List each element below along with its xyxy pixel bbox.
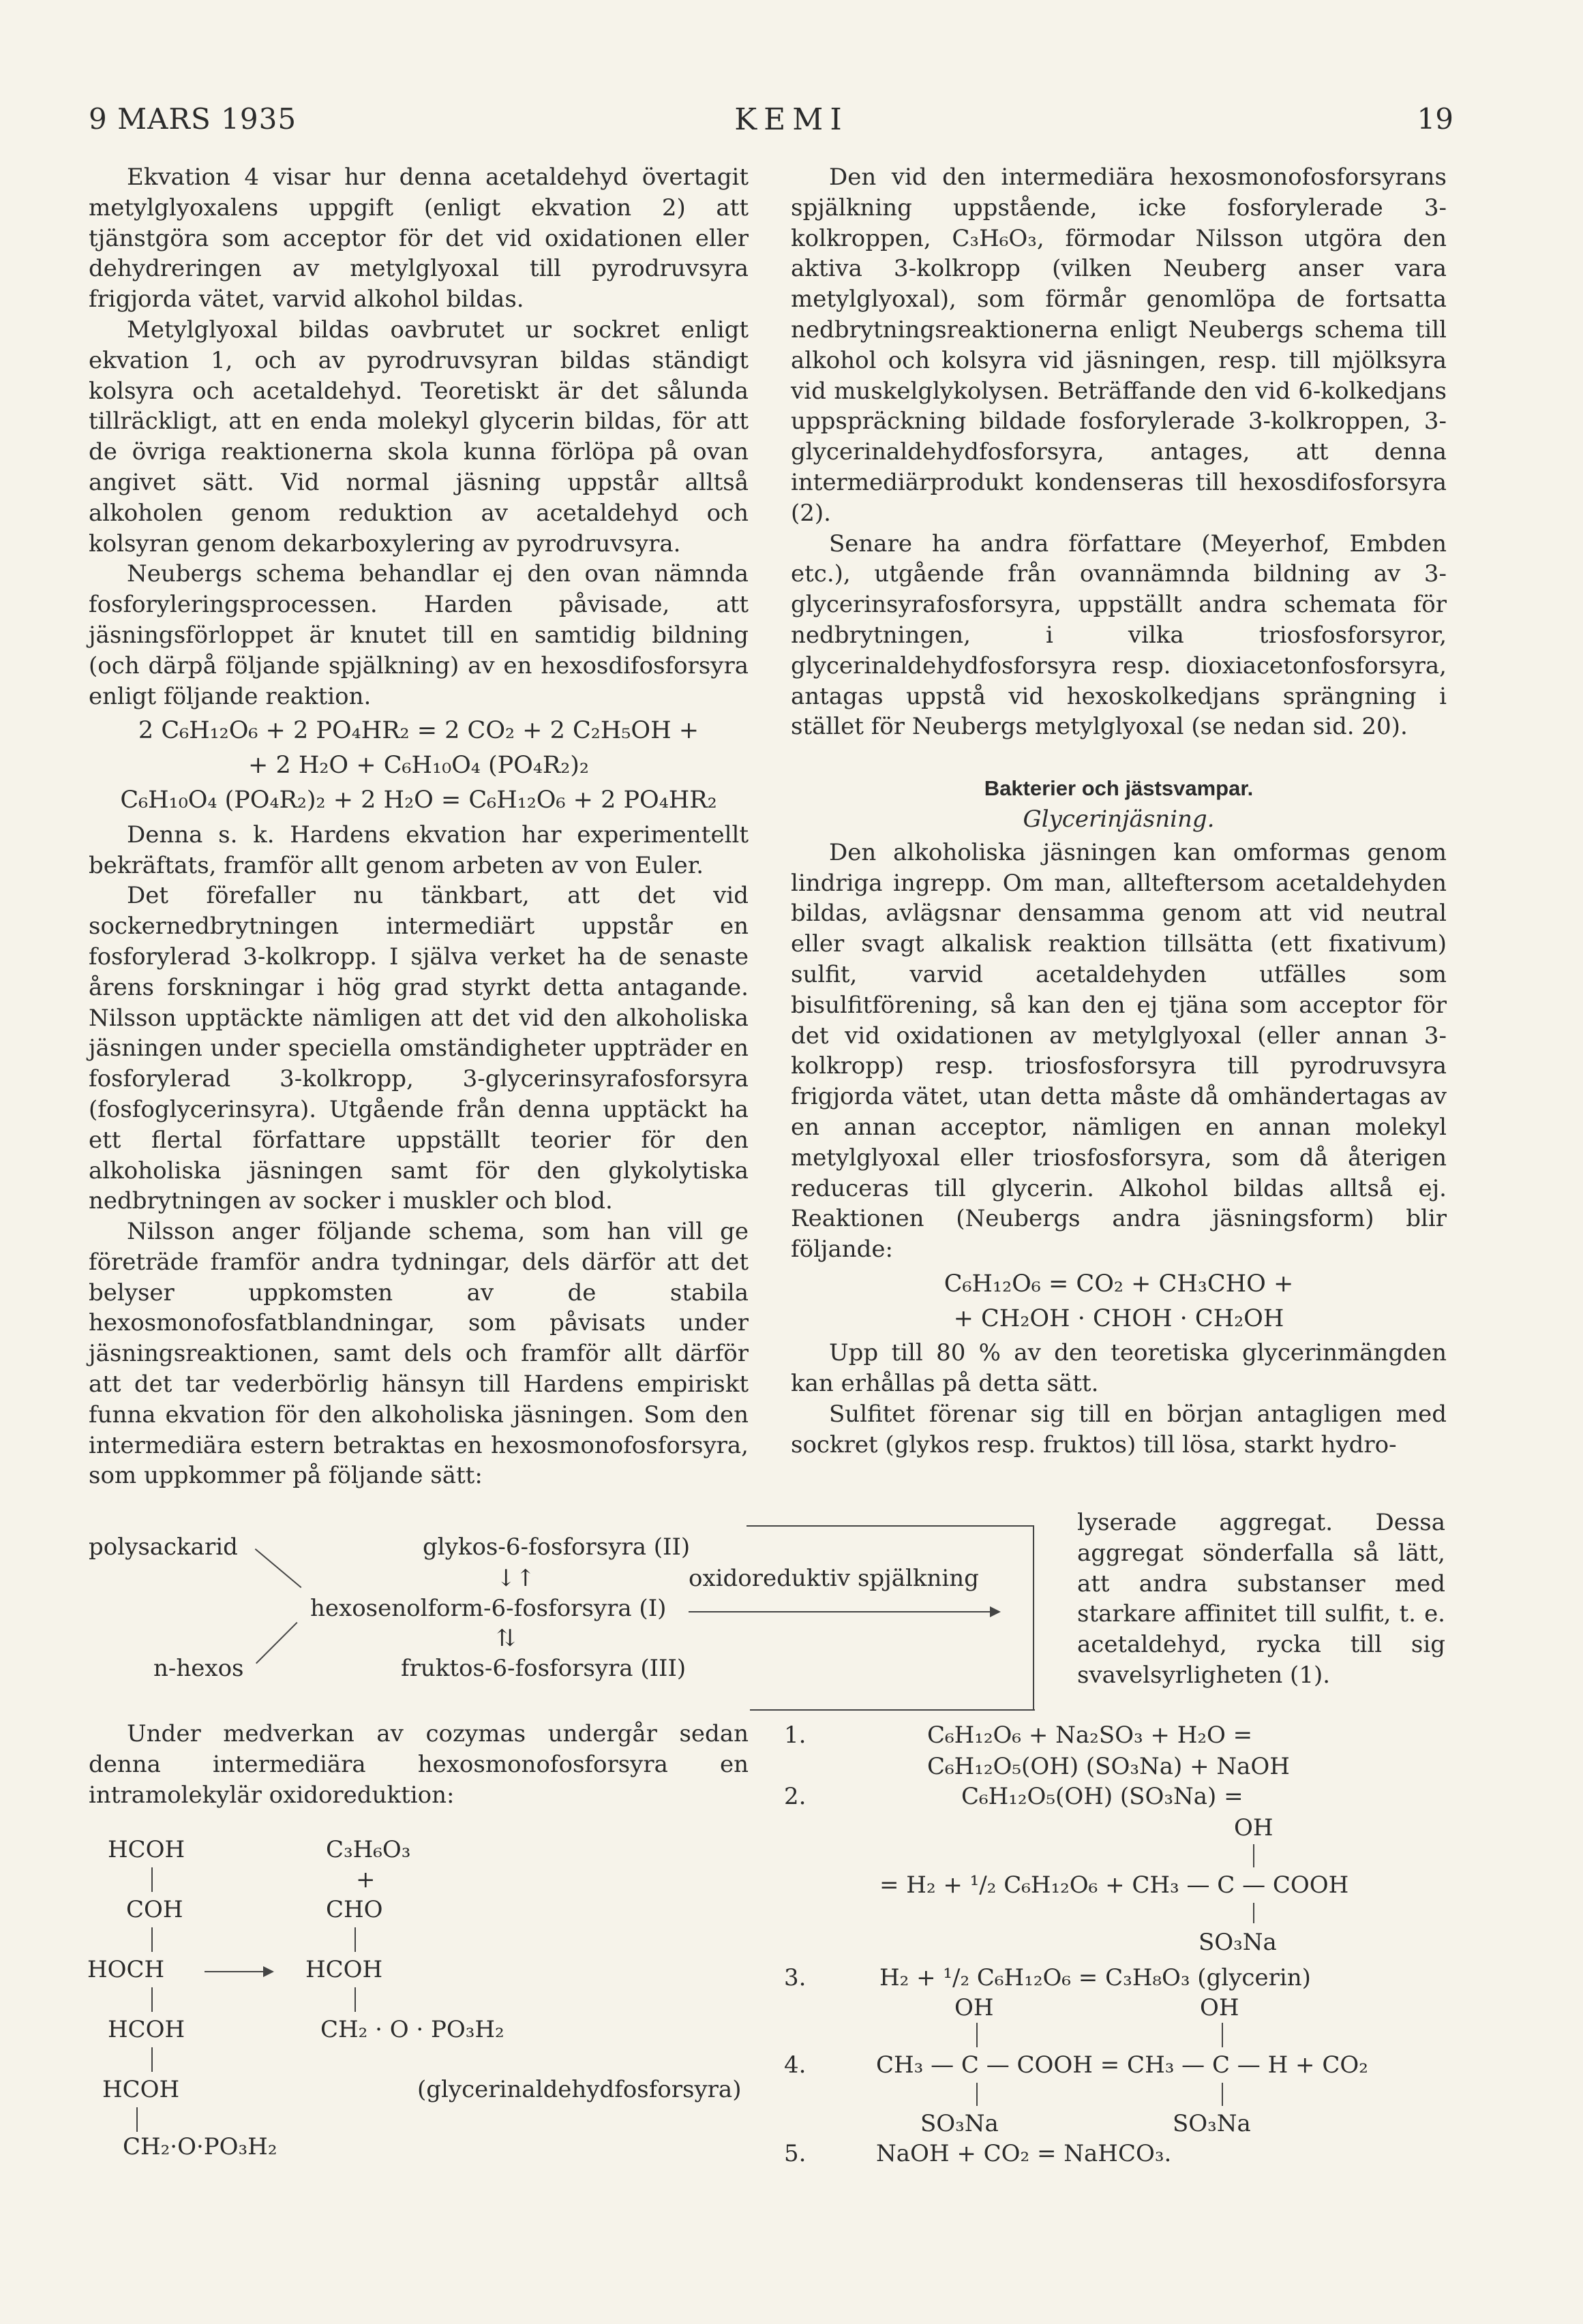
bond-2 [151,1927,153,1952]
reaction-4-so3na-2: SO₃Na [1173,2110,1251,2137]
arrow-polysackarid-to-hexosenol [255,1548,302,1588]
left-paragraph-2: Metylglyoxal bildas oavbrutet ur sockret enligt ekvation 1, och av pyrodruvsyran bildas ständigt kolsyra och acetaldehyd. Teoretiskt är det sålunda tillräckligt, att en enda molekyl glycerin bildas, för att de övriga reaktionerna skola kunna förlöpa på ovan angivet sätt. Vid normal jäsning uppstår alltså alkoholen genom reduktion av acetaldehyd och kolsyran genom dekarboxylering av pyrodruvsyra. [89,316,749,557]
reaction-2-line-1: C₆H₁₂O₅(OH) (SO₃Na) = [961,1783,1243,1810]
left-paragraph-5: Det förefaller nu tänkbart, att det vid sockernedbrytningen intermediärt uppstår en fosforylerad 3-kolkropp. I själva verket ha de senaste årens forskningar i hög grad styrkt detta antagande. Nilsson upptäckte nämligen att det vid den alkoholiska jäsningen under speciella omständigheter uppträder en fosforylerad 3-kolkropp, 3-glycerinsyrafosforsyra (fosfoglycerinsyra). Utgående från denna upptäckt ha ett flertal författare uppställt teorier för den alkoholiska jäsningen samt för den glykolytiska nedbrytningen av socker i muskler och blod. [89,882,749,1215]
bond-r4-down-1 [976,2083,978,2106]
scheme-polysackarid: polysackarid [89,1533,238,1561]
arrow-to-spjalkning [689,1611,992,1612]
struct-r-name: (glycerinaldehydfosforsyra) [417,2076,742,2103]
right-narrow-text [1077,1508,1445,1691]
arrow-nhexos-to-hexosenol [256,1622,298,1664]
struct-r4: CH₂ · O · PO₃H₂ [320,2016,504,2043]
scheme-fruktos: fruktos-6-fosforsyra (III) [401,1655,687,1682]
right-paragraph-3: Den alkoholiska jäsningen kan omformas genom lindriga ingrepp. Om man, allteftersom acetaldehyden bildas, avlägsnar densamma genom att vid neutral eller svagt alkalisk reaktion tillsätta (ett fixativum) sulfit, varvid acetaldehyden utfälles som bisulfitförening, så kan den ej tjäna som acceptor för det vid oxidationen av metylglyoxal (eller annan 3-kolkropp) resp. triosfosforsyra till pyrodruvsyra frigjorda vätet, utan detta måste då omhändertagas av en annan acceptor, nämligen en annan molekyl metylglyoxal eller triosfosforsyra, som då återigen reduceras till glycerin. Alkohol bildas alltså ej. Reaktionen (Neubergs andra jäsningsform) blir följande: [791,838,1447,1264]
section-heading: Bakterier och jästsvampar. [984,776,1254,801]
bond-r1 [355,1927,356,1952]
left-paragraph-7: Under medverkan av cozymas undergår sedan denna intermediära hexosmonofosforsyra en intramolekylär oxidoreduktion: [89,1720,749,1809]
reaction-1-line-2: C₆H₁₂O₅(OH) (SO₃Na) + NaOH [927,1753,1290,1780]
reaction-2-oh: OH [1234,1814,1273,1841]
right-column [791,162,1447,1461]
harden-equation-line-1: 2 C₆H₁₂O₆ + 2 PO₄HR₂ = 2 CO₂ + 2 C₂H₅OH + [138,717,699,745]
scheme-hexosenol: hexosenolform-6-fosforsyra (I) [310,1595,667,1622]
struct-l2: COH [126,1896,183,1923]
struct-l3: HOCH [87,1956,165,1983]
struct-r3: HCOH [305,1956,383,1983]
struct-l6: CH₂·O·PO₃H₂ [123,2133,277,2160]
right-paragraph-1: Den vid den intermediära hexosmonofosforsyrans spjälkning uppstående, icke fosforylerade 3-kolkroppen, C₃H₆O₃, förmodar Nilsson utgöra den aktiva 3-kolkropp (vilken Neuberg anser vara metylglyoxal), som förmår genomlöpa de fortsatta nedbrytningsreaktionerna enligt Neubergs schema till alkohol och kolsyra vid jäsningen, resp. till mjölksyra vid muskelglykolysen. Beträffande den vid 6-kolkedjans uppspräckning bildade fosforylerade 3-kolkroppen, 3-glycerinaldehydfosforsyra, antages, att denna intermediärprodukt kondenseras till hexosdifosforsyra (2). [791,164,1447,527]
glycerin-equation-line-2: + CH₂OH · CHOH · CH₂OH [953,1304,1284,1332]
glycerin-equation-line-1: C₆H₁₂O₆ = CO₂ + CH₃CHO + [944,1270,1294,1298]
scheme-glykos: glykos-6-fosforsyra (II) [423,1533,691,1561]
harden-equation-2: C₆H₁₀O₄ (PO₄R₂)₂ + 2 H₂O = C₆H₁₂O₆ + 2 PO₄HR₂ [120,786,717,814]
bond-4 [151,2047,153,2072]
struct-r2: CHO [326,1896,383,1923]
reaction-number-3: 3. [784,1964,806,1991]
harden-equation-line-2: + 2 H₂O + C₆H₁₀O₄ (PO₄R₂)₂ [248,752,589,780]
reaction-3: H₂ + ¹/₂ C₆H₁₂O₆ = C₃H₈O₃ (glycerin) [879,1964,1311,1991]
section-subheading: Glycerinjäsning. [1023,805,1215,833]
bond-r2 [355,1987,356,2012]
scheme-double-arrows: ⇅ [496,1625,516,1652]
left-paragraph-4: Denna s. k. Hardens ekvation har experimentellt bekräftats, framför allt genom arbeten av von Euler. [89,821,749,879]
struct-r1: C₃H₆O₃ [326,1836,411,1863]
struct-r-plus: + [356,1866,376,1893]
right-paragraph-5b: lyserade aggregat. Dessa aggregat sönderfalla så lätt, att andra substanser med starkare affinitet till sulfit, t. e. acetaldehyd, rycka till sig svavelsyrligheten (1). [1077,1509,1445,1689]
reaction-number-2: 2. [784,1783,806,1810]
left-column-bottom [89,1719,749,1810]
right-paragraph-2: Senare ha andra författare (Meyerhof, Embden etc.), utgående från ovannämnda bildning av 3-glycerinsyrafosforsyra, uppställt andra schemata för nedbrytningen, i vilka triosfosforsyror, glycerinaldehydfosforsyra resp. dioxiacetonfosforsyra, antagas uppstå vid hexoskolkedjans sprängning i stället för Neubergs metylglyoxal (se nedan sid. 20). [791,530,1447,741]
right-paragraph-5a: Sulfitet förenar sig till en början antagligen med sockret (glykos resp. fruktos) till lösa, starkt hydro- [791,1401,1447,1458]
left-column [89,162,749,1491]
struct-l1: HCOH [108,1836,185,1863]
scheme-updown-arrows: ↓↑ [496,1565,535,1592]
reaction-2-line-2: = H₂ + ¹/₂ C₆H₁₂O₆ + CH₃ — C — COOH [879,1871,1349,1899]
left-paragraph-6: Nilsson anger följande schema, som han vill ge företräde framför andra tydningar, dels därför att det belyser uppkomsten av de stabila hexosmonofosfatblandningar, som påvisats under jäsningsreaktionen, samt dels och framför allt därför att det tar vederbörlig hänsyn till Hardens empiriskt funna ekvation för den alkoholiska jäsningen. Som den intermediära estern betraktas en hexosmonofosforsyra, som uppkommer på följande sätt: [89,1218,749,1490]
struct-arrow [205,1971,266,1972]
reaction-number-5: 5. [784,2140,806,2167]
struct-arrowhead [263,1966,274,1977]
left-paragraph-3: Neubergs schema behandlar ej den ovan nämnda fosforyleringsprocessen. Harden påvisade, att jäsningsförloppet är knutet till en samtidig bildning (och därpå följande spjälkning) av en hexosdifosforsyra enligt följande reaktion. [89,560,749,710]
left-paragraph-1: Ekvation 4 visar hur denna acetaldehyd övertagit metylglyoxalens uppgift (enligt ekvation 2) att tjänstgöra som acceptor för det vid oxidationen eller dehydreringen av metylglyoxal till pyrodruvsyra frigjorda vätet, varvid alkohol bildas. [89,164,749,314]
bond-1 [151,1867,153,1892]
frame-bottom-line [750,1709,1035,1711]
reaction-2-so3na: SO₃Na [1198,1929,1277,1956]
bond-r2-down [1253,1903,1254,1923]
bond-r4-up-2 [1222,2023,1223,2047]
frame-right-line [1033,1525,1034,1709]
bond-r4-up-1 [976,2023,978,2047]
right-paragraph-4: Upp till 80 % av den teoretiska glycerinmängden kan erhållas på detta sätt. [791,1339,1447,1398]
bond-5 [136,2107,138,2132]
header-page-number: 19 [1417,102,1453,136]
reaction-4: CH₃ — C — COOH = CH₃ — C — H + CO₂ [876,2051,1368,2079]
reaction-4-oh-1: OH [954,1994,994,2021]
frame-top-line [747,1525,1033,1527]
reaction-4-so3na-1: SO₃Na [920,2110,999,2137]
scheme-oxidoreduktiv: oxidoreduktiv spjälkning [689,1565,979,1592]
struct-l4: HCOH [108,2016,185,2043]
arrowhead-spjalkning [990,1606,1001,1617]
scheme-nhexos: n-hexos [153,1655,244,1682]
reaction-4-oh-2: OH [1200,1994,1239,2021]
reaction-number-4: 4. [784,2051,806,2079]
bond-3 [151,1987,153,2012]
reaction-5: NaOH + CO₂ = NaHCO₃. [876,2140,1172,2167]
header-date: 9 MARS 1935 [89,102,297,136]
struct-l5: HCOH [102,2076,180,2103]
reaction-1-line-1: C₆H₁₂O₆ + Na₂SO₃ + H₂O = [927,1722,1253,1749]
reaction-number-1: 1. [784,1722,806,1749]
header-journal-title: KEMI [734,102,849,137]
bond-r4-down-2 [1222,2083,1223,2106]
bond-r2-up [1253,1844,1254,1867]
